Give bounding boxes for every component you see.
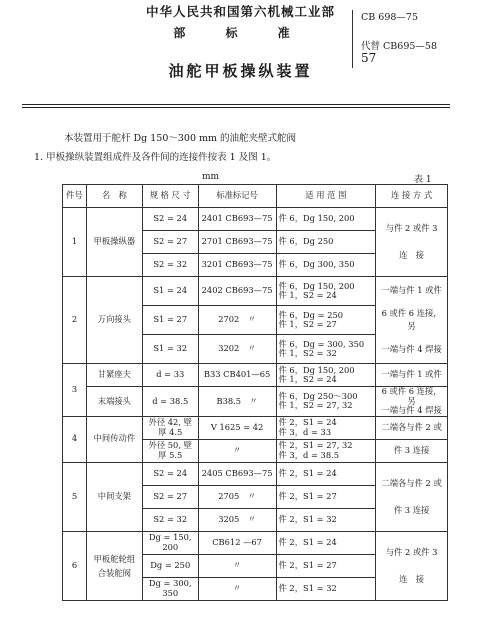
spec-cell: Dg = 300, 350 — [142, 577, 198, 600]
range-cell: 件 6，Dg 300, 350 — [276, 254, 376, 277]
connection-cell — [376, 208, 448, 277]
header-connection: 连 接 方 式 — [376, 185, 448, 208]
connection-line: 一端与件 4 焊接 — [381, 344, 442, 354]
header-rule-thin — [22, 107, 450, 108]
code-cell: 〃 — [198, 439, 276, 462]
spec-cell: S2 = 24 — [142, 462, 198, 485]
standard-code-box — [352, 10, 447, 68]
code-cell: 2402 CB693—75 — [198, 277, 276, 306]
code-cell: 〃 — [198, 554, 276, 577]
code-cell: 3205 〃 — [198, 508, 276, 531]
code-cell: 2405 CB693—75 — [198, 462, 276, 485]
header-range: 适 用 范 围 — [276, 185, 376, 208]
code-cell: 2401 CB693—75 — [198, 208, 276, 231]
connection-line: 件 3 连接 — [393, 504, 430, 515]
header-spec: 规 格 尺 寸 — [142, 185, 198, 208]
table-row — [63, 531, 448, 554]
table-row — [63, 277, 448, 306]
spec-cell: S2 = 32 — [142, 508, 198, 531]
item-no: 4 — [63, 416, 87, 462]
connection-cell — [376, 277, 448, 364]
item-name: 甘紧座夫 — [86, 364, 142, 387]
item-name: 中间传动件 — [86, 416, 142, 462]
connection-line: 连 接 — [399, 573, 425, 584]
table-number: 表 1 — [414, 175, 432, 185]
range-cell: 件 2，S1 = 24 件 3，d = 33 — [276, 416, 376, 439]
spec-cell: d = 38.5 — [142, 387, 198, 417]
spec-cell: 外径 42, 壁厚 4.5 — [142, 416, 198, 439]
connection-cell — [376, 462, 448, 531]
code-cell: 2705 〃 — [198, 485, 276, 508]
range-cell: 件 2，S1 = 24 — [276, 462, 376, 485]
item-no: 2 — [63, 277, 87, 364]
range-cell: 件 2，S1 = 24 — [276, 531, 376, 554]
header-rule — [22, 104, 450, 105]
components-table — [62, 184, 448, 601]
page-number: 57 — [361, 51, 377, 65]
connection-line: 一端与件 1 或件 — [381, 285, 442, 295]
spec-cell: Dg = 250 — [142, 554, 198, 577]
ministry-header: 中华人民共和国第六机械工业部 — [145, 4, 335, 19]
unit-label: mm — [202, 172, 220, 182]
table-row — [63, 208, 448, 231]
code-cell: B33 CB401—65 — [198, 364, 276, 387]
connection-line: 连 接 — [399, 250, 425, 260]
item-name: 万向接头 — [86, 277, 142, 364]
range-cell: 件 2，S1 = 27 — [276, 485, 376, 508]
connection-cell — [376, 531, 448, 600]
code-cell: 2702 〃 — [198, 306, 276, 335]
item-no: 1 — [63, 208, 87, 277]
connection-line: 与件 2 或件 3 — [385, 223, 438, 233]
spec-cell: 外径 50, 壁厚 5.5 — [142, 439, 198, 462]
connection-line: 6 或件 6 连接，另 — [381, 308, 442, 331]
range-cell: 件 2，S1 = 27, 32 件 3，d = 38.5 — [276, 439, 376, 462]
code-cell: B38.5 〃 — [198, 387, 276, 417]
code-cell: 2701 CB693—75 — [198, 231, 276, 254]
connection-cell: 件 3 连接 — [376, 439, 448, 462]
spec-cell: Dg = 150, 200 — [142, 531, 198, 554]
spec-cell: S2 = 32 — [142, 254, 198, 277]
connection-cell: 二端各与件 2 或 — [376, 416, 448, 439]
connection-cell: 6 或件 6 连接，另 一端与件 4 焊接 — [376, 387, 448, 417]
header-name: 名 称 — [86, 185, 142, 208]
range-cell: 件 2，S1 = 32 — [276, 577, 376, 600]
connection-cell: 一端与件 1 或件 — [376, 364, 448, 387]
range-cell: 件 6，Dg 250～300 件 1，S2 = 27, 32 — [276, 387, 376, 417]
spec-cell: S2 = 27 — [142, 485, 198, 508]
header-code: 标准标记号 — [198, 185, 276, 208]
intro-line-1: 本装置用于舵杆 Dg 150～300 mm 的油舵夹壁式舵阀 — [64, 133, 297, 144]
item-name: 末端接头 — [86, 387, 142, 417]
range-cell: 件 6，Dg 250 — [276, 231, 376, 254]
item-name: 甲板操纵器 — [86, 208, 142, 277]
spec-cell: S2 = 24 — [142, 208, 198, 231]
standard-type: 部 标 准 — [173, 26, 308, 40]
range-cell: 件 6，Dg 150, 200 件 1，S2 = 24 — [276, 277, 376, 306]
item-name: 中间支架 — [86, 462, 142, 531]
item-no: 5 — [63, 462, 87, 531]
spec-cell: S2 = 27 — [142, 231, 198, 254]
spec-cell: S1 = 27 — [142, 306, 198, 335]
header-item-no: 件号 — [63, 185, 87, 208]
spec-cell: S1 = 24 — [142, 277, 198, 306]
table-header-row — [63, 185, 448, 208]
range-cell: 件 6，Dg = 300, 350 件 1，S2 = 32 — [276, 335, 376, 364]
range-cell: 件 6，Dg = 250 件 1，S2 = 27 — [276, 306, 376, 335]
spec-cell: d = 33 — [142, 364, 198, 387]
code-cell: CB612 —67 — [198, 531, 276, 554]
document-title: 油舵甲板操纵装置 — [168, 62, 313, 80]
table-row — [63, 364, 448, 387]
item-no: 3 — [63, 364, 87, 417]
code-cell: V 1625 = 42 — [198, 416, 276, 439]
standard-code: CB 698—75 — [361, 12, 418, 23]
code-cell: 〃 — [198, 577, 276, 600]
table-row — [63, 462, 448, 485]
range-cell: 件 2，S1 = 27 — [276, 554, 376, 577]
replaces-code: 代替 CB695—58 — [361, 41, 437, 52]
range-cell: 件 6，Dg 150, 200 件 1，S2 = 24 — [276, 364, 376, 387]
intro-line-2: 1. 甲板操纵装置组成件及各件间的连接件按表 1 及图 1。 — [34, 152, 277, 163]
code-cell: 3202 〃 — [198, 335, 276, 364]
range-cell: 件 2，S1 = 32 — [276, 508, 376, 531]
code-cell: 3201 CB693—75 — [198, 254, 276, 277]
spec-cell: S1 = 32 — [142, 335, 198, 364]
item-name: 甲板舵轮组 合装舵阀 — [86, 531, 142, 600]
connection-line: 与件 2 或件 3 — [385, 546, 438, 557]
connection-line: 二端各与件 2 或 — [381, 477, 442, 488]
table-row — [63, 387, 448, 417]
item-no: 6 — [63, 531, 87, 600]
table-row — [63, 416, 448, 439]
range-cell: 件 6，Dg 150, 200 — [276, 208, 376, 231]
